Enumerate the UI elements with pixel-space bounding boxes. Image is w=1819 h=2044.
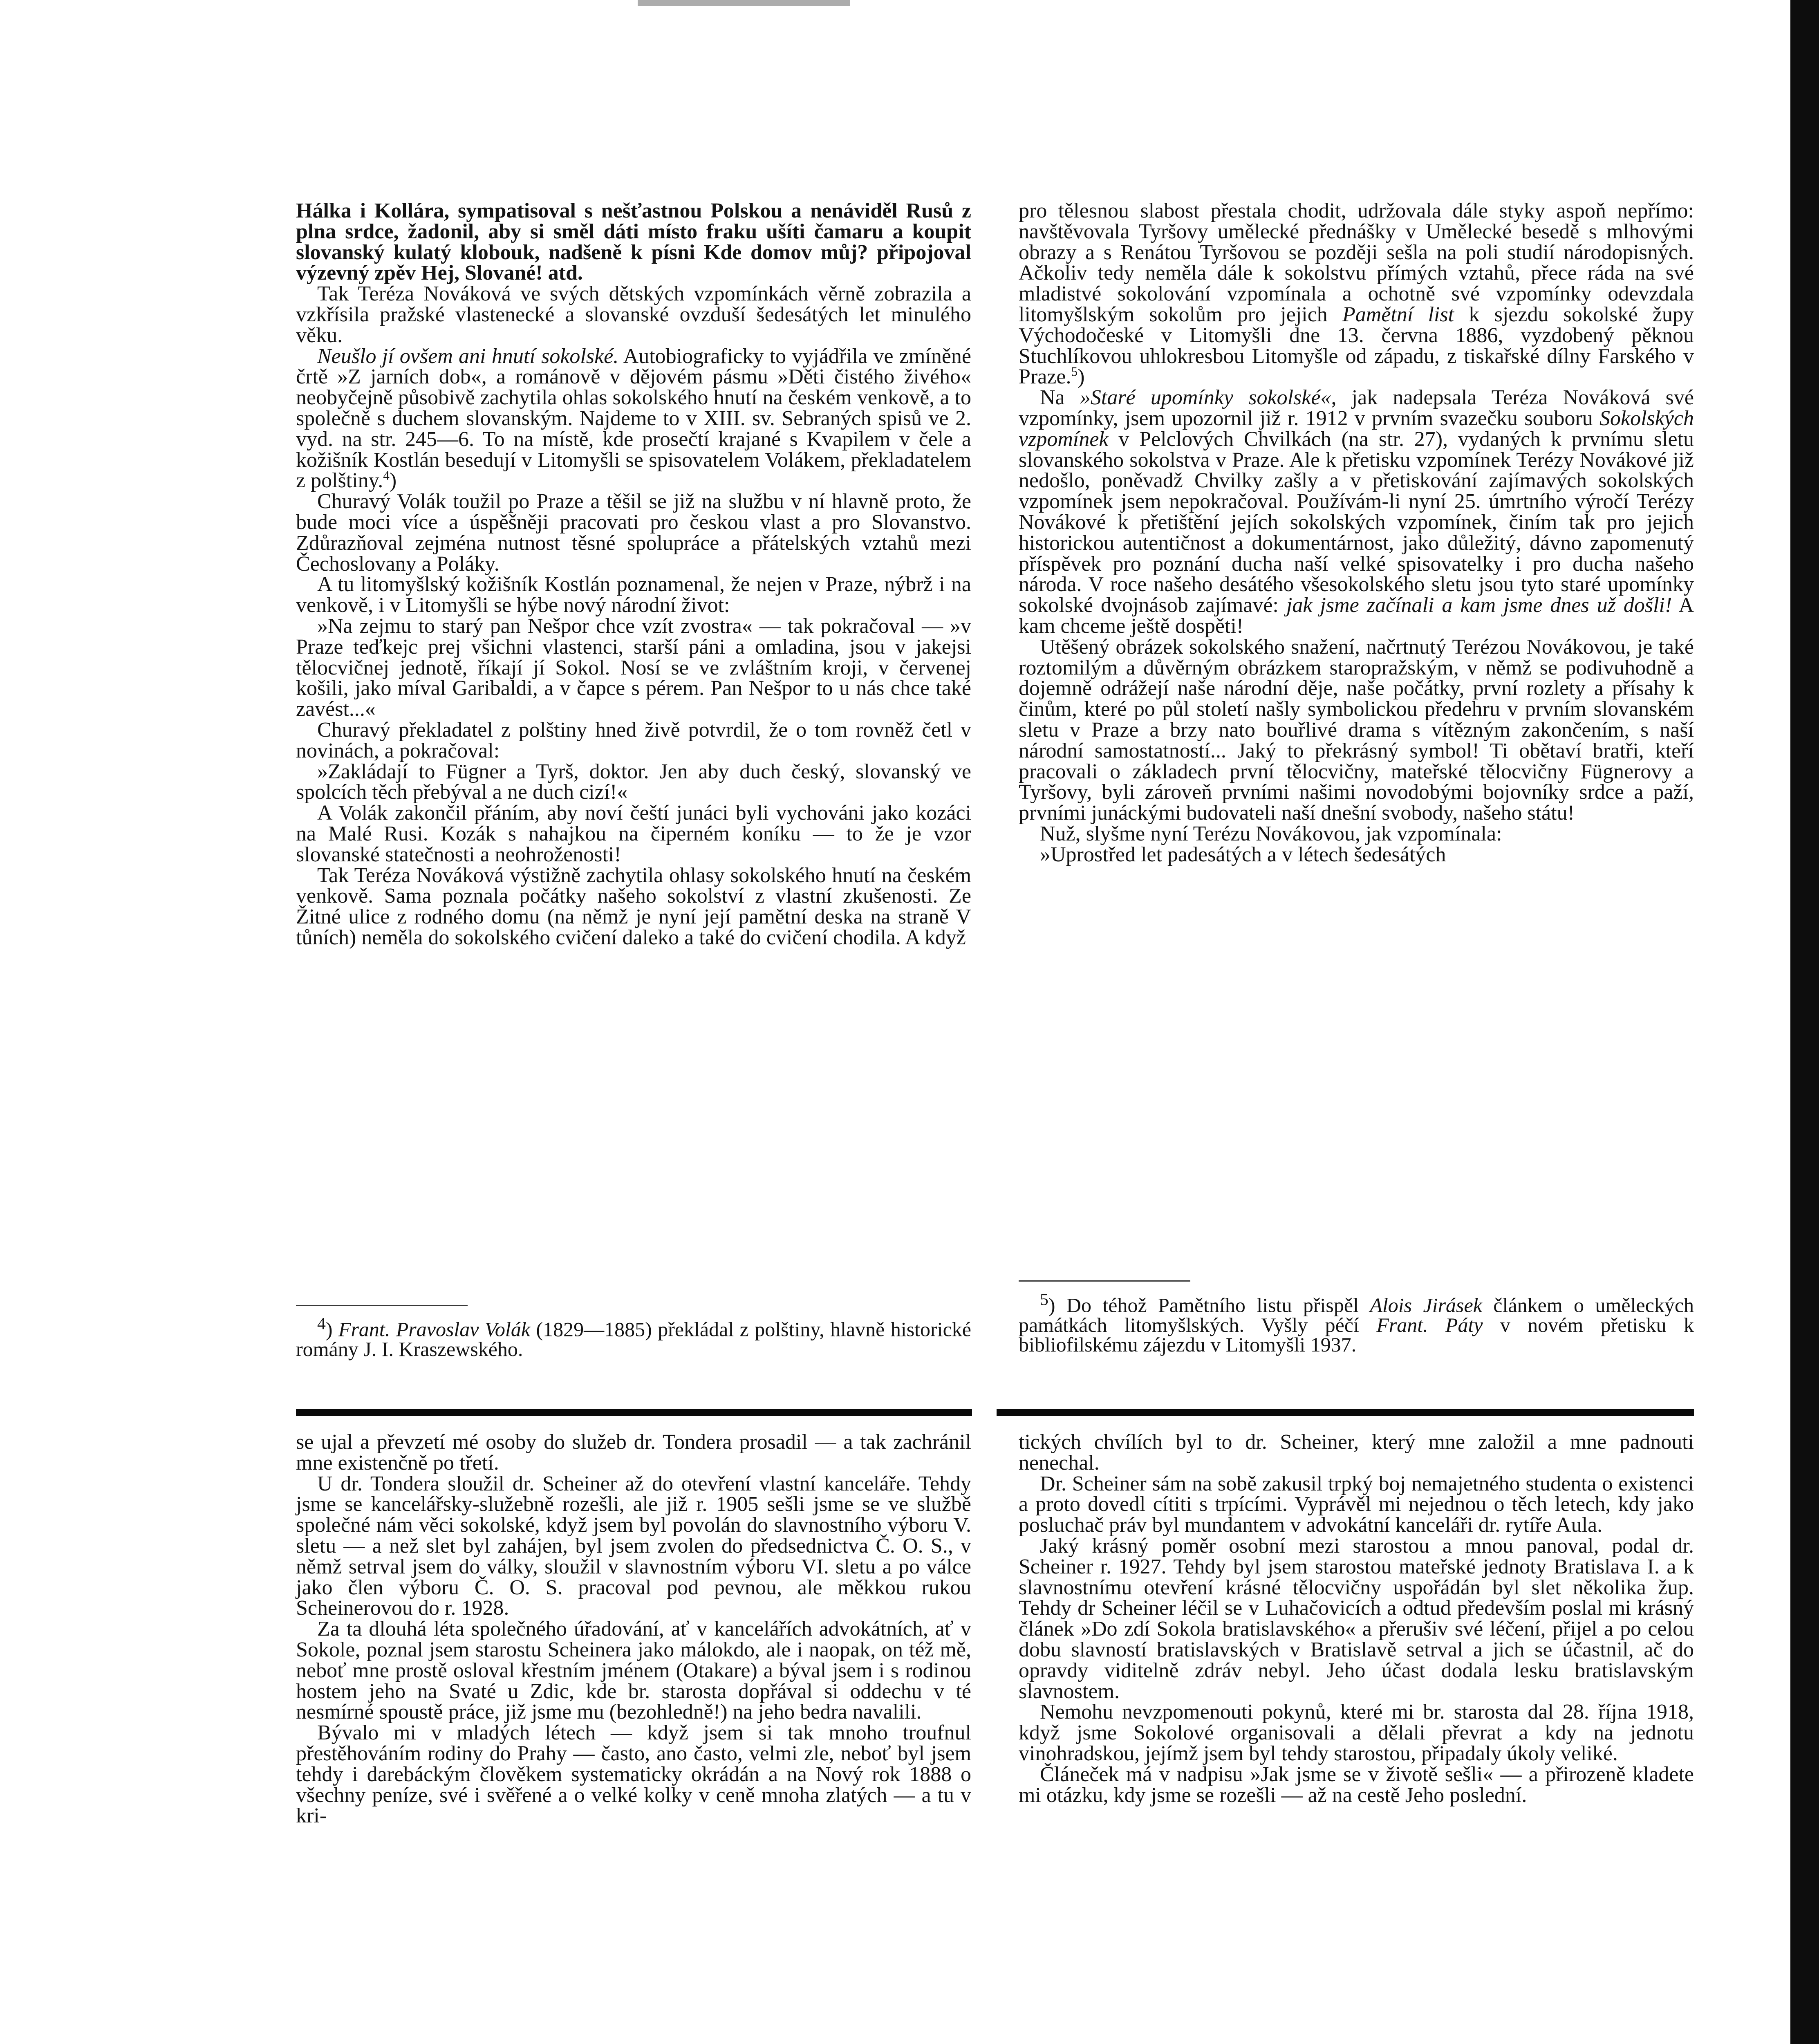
footnote-number: 4: [317, 1314, 326, 1333]
footnote-text: Do téhož Pamětního listu přispěl: [1055, 1293, 1370, 1317]
paragraph: Nuž, slyšme nyní Terézu Novákovou, jak vzpomínala:: [1040, 822, 1502, 845]
scan-edge-shadow: [1790, 0, 1819, 2044]
footnote-ref: 4: [383, 468, 390, 483]
footnote: $^4$) Frant. Pravoslav Volák (1829—1885) překládal z polštiny, hlavně historické romány J. I. Kraszewského.: [296, 1314, 971, 1360]
paragraph-text: Na: [1040, 386, 1080, 410]
paragraph: se ujal a převzetí mé osoby do služeb dr. Tondera prosadil — a tak zachránil mne existenčně po třetí.: [296, 1430, 971, 1475]
paragraph: pro tělesnou slabost přestala chodit, udržovala dále styky aspoň nepřímo: navštěvovala Tyršovy umělecké přednášky v Umělecké besedě s mlhovými obrazy a s Renátou Tyršovou se později sešla na poli studií národopisných. Ačkoliv tedy neměla dále k sokolstvu přímých vztahů, přece ráda na své mladistvé sokolování vzpomínala a ochotně své vzpomínky odevzdala litomyšlským sokolům pro jejich Pamětní list k sjezdu sokolské župy Východočeské v Litomyšli dne 13. června 1886, vyzdobený pěknou Stuchlíkovou uhlokresbou Litomyšle od západu, z tiskařské dílny Farského v Praze.$^5$): [1019, 199, 1694, 389]
footnote-author: Frant. Pravoslav Volák: [338, 1318, 531, 1341]
paragraph: tických chvílích byl to dr. Scheiner, který mne založil a mne padnouti nenechal.: [1019, 1430, 1694, 1475]
footnote-left: [296, 1314, 971, 1359]
paragraph: Tak Teréza Nováková výstižně zachytila ohlasy sokolského hnutí na českém venkově. Sama poznala počátky našeho sokolství z vlastní zkušenosti. Ze Žitné ulice z rodného domu (na němž je nyní její pamětní deska na straně V tůních) neměla do sokolského cvičení daleko a také do cvičení chodila. A když: [296, 863, 971, 949]
paragraph: Tak Teréza Nováková ve svých dětských vzpomínkách věrně zobrazila a vzkřísila pražské vlastenecké a slovanské ovzduší šedesátých let minulého věku.: [296, 282, 971, 347]
italic-text: Pamětní list: [1342, 303, 1454, 326]
paragraph: [296, 346, 971, 492]
paragraph-text: v Pelclových Chvilkách (na str. 27), vydaných k prvnímu sletu slovanského sokolstva v Praze. Ale k přetisku vzpomínek Terézy Novákové již nedošlo, poněvadž Chvilky zašly a v přetiskování zajímavých sokolských vzpomínek jsem nepokračoval. Používám-li nyní 25. úmrtního výročí Terézy Novákové k přetištění jejích sokolských vzpomínek, činím tak pro jejich historickou autentičnost a dokumentárnost, jako důležitý, dávno zapomenutý příspěvek pro poznání ducha naší velké spisovatelky i pro ducha našeho národa. V roce našeho desátého všesokolského sletu jsou tyto staré upomínky sokolské dvojnásob zajímavé:: [1019, 427, 1694, 617]
footnote-ref: 5: [1071, 365, 1078, 379]
italic-text: Sokolských vzpomínek: [1019, 406, 1694, 451]
footnote-author: Alois Jirásek: [1370, 1293, 1482, 1317]
italic-text: »Staré upomínky sokolské«: [1080, 386, 1331, 410]
paragraph: Churavý překladatel z polštiny hned živě potvrdil, že o tom rovněž četl v novinách, a pokračoval:: [296, 718, 971, 762]
footnote-number: 5: [1040, 1290, 1048, 1309]
paragraph: Nemohu nevzpomenouti pokynů, které mi br. starosta dal 28. října 1918, když jsme Sokolové organisovali a dělali převrat a kdy na jednotu vinohradskou, jejímž jsem byl tehdy starostou, připadaly úkoly veliké.: [1019, 1700, 1694, 1765]
paragraph: Jaký krásný poměr osobní mezi starostou a mnou panoval, podal dr. Scheiner r. 1927. Tehdy byl jsem starostou mateřské jednoty Bratislava I. a k slavnostnímu otevření krásné tělocvičny uspořádán byl slet několika žup. Tehdy dr Scheiner léčil se v Luhačovicích a odtud především poslal mi krásný článek »Do zdí Sokola bratislavského« a přerušiv své léčení, přijel a po celou dobu slavností bratislavských v Bratislavě setrval a jich se účastnil, ač do opravdy viditelně zdráv nebyl. Jeho účast dodala lesku bratislavským slavnostem.: [1019, 1534, 1694, 1703]
paragraph: U dr. Tondera sloužil dr. Scheiner až do otevření vlastní kanceláře. Tehdy jsme se kancelářsky-služebně rozešli, ale již r. 1905 sešli jsme se ve službě společné nám věci sokolské, když jsem byl povolán do slavnostního výboru V. sletu — a než slet byl zahájen, byl jsem zvolen do předsednictva Č. O. S., v němž setrval jsem do války, sloužil v slavnostním výboru VI. sletu a po válce jako člen výboru Č. O. S. pracoval pod pevnou, ale měkkou rukou Scheinerovou do r. 1928.: [296, 1472, 971, 1620]
paragraph-text: A kam chceme ještě dospěti!: [1019, 594, 1694, 638]
paragraph-text: k sjezdu sokolské župy Východočeské v Litomyšli dne 13. června 1886, vyzdobený pěknou Stuchlíkovou uhlokresbou Litomyšle od západu, z tiskařské dílny Farského v Praze.: [1019, 303, 1694, 389]
footnote: $^5$) Do téhož Pamětního listu přispěl Alois Jirásek článkem o uměleckých památkách litomyšlských. Vyšly péčí Frant. Páty v novém přetisku k bibliofilskému zájezdu v Litomyšli 1937.: [1019, 1290, 1694, 1356]
column-top-left: [296, 201, 971, 948]
footnote-text: v novém přetisku k bibliofilskému zájezdu v Litomyšli 1937.: [1019, 1313, 1694, 1356]
paragraph: »Zakládají to Fügner a Tyrš, doktor. Jen aby duch český, slovanský ve spolcích těch přebýval a ne duch cizí!«: [296, 760, 971, 804]
footnote-rule: [296, 1305, 468, 1306]
paragraph: Utěšený obrázek sokolského snažení, načrtnutý Terézou Novákovou, je také roztomilým a důvěrným obrázkem staropražským, v němž se podivuhodně a dojemně odrážejí naše národní děje, naše počátky, první rozlety a přísahy k činům, které po půl století našly symbolickou předehru v prvním slovanském sletu v Praze a brzy nato bouřlivé drama s vítězným zakončením, s naší národní samostatností... Jaký to překrásný symbol! Ti obětaví bratři, kteří pracovali o základech první tělocvičny, mateřské tělocvičny Fügnerovy a Tyršovy, byli zároveň prvními našimi novodobými bojovníky srdce a paží, prvními junáckými budovateli naší dnešní svobody, našeho státu!: [1019, 635, 1694, 825]
paragraph: A Volák zakončil přáním, aby noví čeští junáci byli vychováni jako kozáci na Malé Rusi. Kozák s nahajkou na čiperném koníku — to že je vzor slovanské statečnosti a neohroženosti!: [296, 801, 971, 866]
paragraph-text: pro tělesnou slabost přestala chodit, udržovala dále styky aspoň nepřímo: navštěvovala Tyršovy umělecké přednášky v Umělecké besedě s mlhovými obrazy a s Renátou Tyršovou se později sešla na poli studií národopisných. Ačkoliv tedy neměla dále k sokolstvu přímých vztahů, přece ráda na své mladistvé sokolování vzpomínala a ochotně své vzpomínky odevzdala litomyšlským sokolům pro jejich: [1019, 199, 1694, 326]
paragraph: [1019, 388, 1694, 637]
footnote-text: (1829—1885) překládal z polštiny, hlavně historické romány J. I. Kraszewského.: [296, 1318, 971, 1360]
paragraph-text: Autobiograficky to vyjádřila ve zmíněné črtě »Z jarních dob«, a románově v dějovém pásmu »Děti čistého živého« neobyčejně působivě zachytila ohlas sokolského hnutí na českém venkově, a to společně s duchem slovanským. Najdeme to v XIII. sv. Sebraných spisů ve 2. vyd. na str. 245—6. To na místě, kde prosečtí krajané s Kvapilem v čele a kožišník Kostlán besedují v Litomyšli se spisovatelem Volákem, překladatelem z polštiny.: [296, 344, 971, 493]
paragraph: Bývalo mi v mladých létech — když jsem si tak mnoho troufnul přestěhováním rodiny do Prahy — často, ano často, velmi zle, neboť byl jsem tehdy i darebáckým člověkem systematicky okrádán a na Nový rok 1888 o všechny peníze, své i svěřené a o velké kolky v ceně mnoha zlatých — a tu v kri-: [296, 1721, 971, 1828]
column-bottom-left: [296, 1432, 971, 1827]
paragraph-text: , jak nadepsala Teréza Nováková své vzpomínky, jsem upozornil již r. 1912 v prvním svazečku souboru: [1019, 386, 1694, 430]
paragraph: Hálka i Kollára, sympatisoval s nešťastnou Polskou a nenáviděl Rusů z plna srdce, žadonil, aby si směl dáti místo fraku ušíti čamaru a koupit slovanský kulatý klobouk, nadšeně k písni Kde domov můj? připojoval výzevný zpěv Hej, Slované! atd.: [296, 199, 971, 285]
paragraph: Churavý Volák toužil po Praze a těšil se již na službu v ní hlavně proto, že bude moci více a úspěšněji pracovati pro českou vlast a pro Slovanstvo. Zdůrazňoval zejména nutnost těsné spolupráce a přátelských vztahů mezi Čechoslovany a Poláky.: [296, 490, 971, 576]
paragraph-text: ): [389, 469, 397, 493]
scan-top-mark: [638, 0, 850, 6]
italic-text: Neušlo jí ovšem ani hnutí sokolské.: [317, 344, 619, 368]
footnote-author: Frant. Páty: [1376, 1313, 1483, 1336]
footnote-rule: [1019, 1280, 1190, 1282]
paragraph: Dr. Scheiner sám na sobě zakusil trpký boj nemajetného studenta o existenci a proto dovedl cítiti s trpícími. Vyprávěl mi nejednou o těch letech, kdy jako posluchač práv byl mundantem v advokátní kanceláři dr. rytíře Aula.: [1019, 1472, 1694, 1537]
paragraph: »Uprostřed let padesátých a v létech šedesátých: [1040, 843, 1446, 866]
italic-text: jak jsme začínali a kam jsme dnes už došli!: [1286, 594, 1672, 617]
paragraph: Článeček má v nadpisu »Jak jsme se v životě sešli« — a přirozeně kladete mi otázku, kdy jsme se rozešli — až na cestě Jeho poslední.: [1019, 1762, 1694, 1807]
footnote-right: [1019, 1290, 1694, 1354]
footnote-text: článkem o uměleckých památkách litomyšlských. Vyšly péčí: [1019, 1293, 1694, 1336]
paragraph: A tu litomyšlský kožišník Kostlán poznamenal, že nejen v Praze, nýbrž i na venkově, i v Litomyšli se hýbe nový národní život:: [296, 573, 971, 617]
paragraph: »Na zejmu to starý pan Nešpor chce vzít zvostra« — tak pokračoval — »v Praze teďkejc prej všichni vlastenci, starší páni a omladina, jsou v jakejsi tělocvičnej jednotě, říkají jí Sokol. Nosí se ve zvláštním kroji, v červenej košili, jako míval Garibaldi, a v čapce s pérem. Pan Nešpor to u nás chce také zavést...«: [296, 614, 971, 721]
column-bottom-right: [1019, 1432, 1694, 1806]
paragraph: Za ta dlouhá léta společného úřadování, ať v kancelářích advokátních, ať v Sokole, poznal jsem starostu Scheinera jako málokdo, ale i naopak, on též mě, neboť mne prostě osloval křestním jménem (Otakare) a býval jsem i s rodinou hostem jeho na Svaté u Zdic, kde br. starosta dopřával si oddechu v té nesmírné spoustě práce, již jsme mu (bezohledně!) na jeho bedra navalili.: [296, 1617, 971, 1724]
divider-gap: [972, 1398, 997, 1416]
column-top-right: [1019, 201, 1694, 865]
